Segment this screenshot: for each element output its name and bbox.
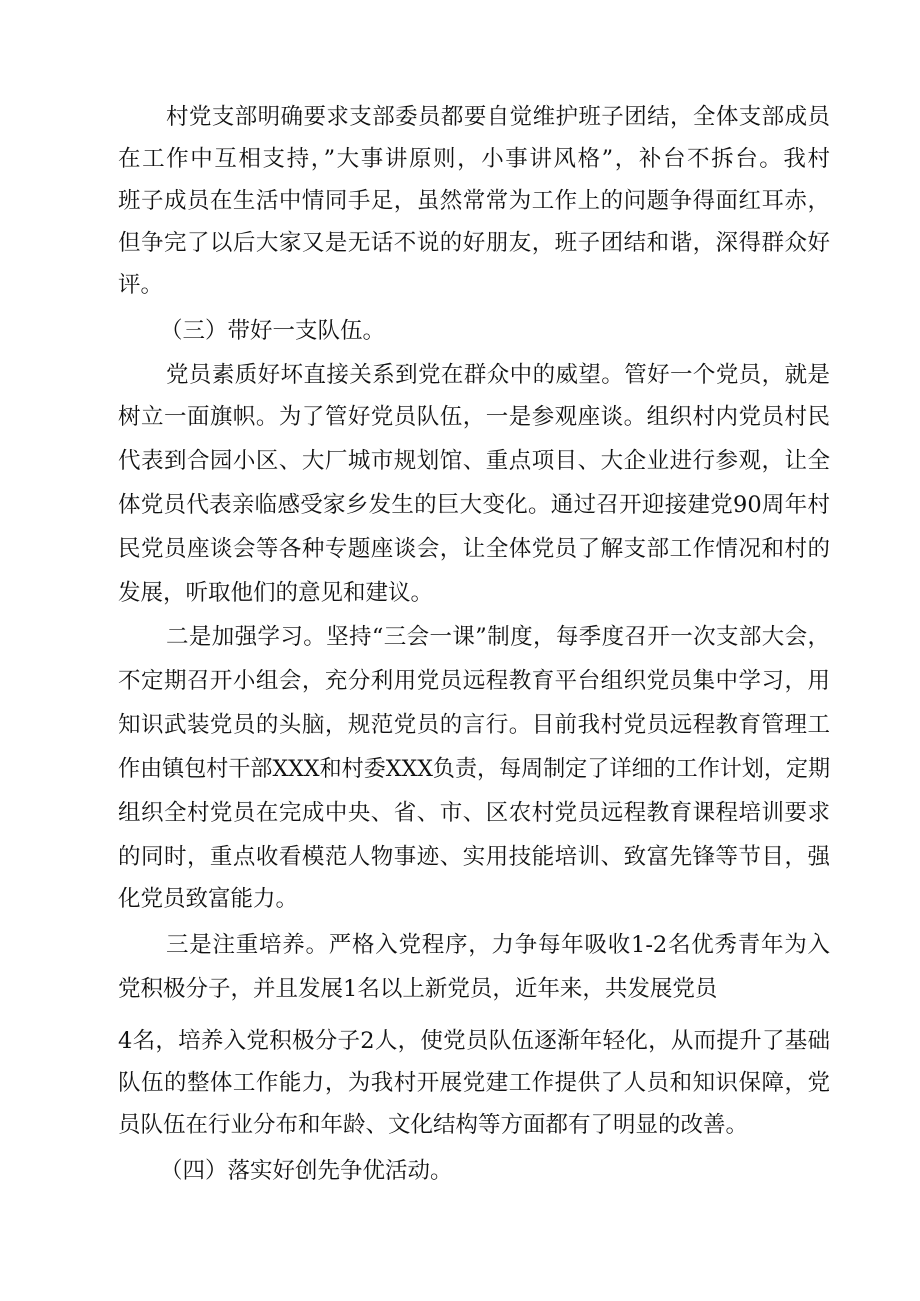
text-line: 村党支部明确要求支部委员都要自觉维护班子团结，全体支部成员 xyxy=(166,104,830,130)
text-line: 树立一面旗帜。为了管好党员队伍，一是参观座谈。组织村内党员村民 xyxy=(118,404,830,430)
text-line: 但争完了以后大家又是无话不说的好朋友，班子团结和谐，深得群众好 xyxy=(118,230,830,256)
text-line: 党积极分子，并且发展1名以上新党员，近年来，共发展党员 xyxy=(118,976,718,1002)
text-line: 知识武装党员的头脑，规范党员的言行。目前我村党员远程教育管理工 xyxy=(118,712,830,738)
text-line: 的同时，重点收看模范人物事迹、实用技能培训、致富先锋等节目，强 xyxy=(118,844,830,870)
section-heading: （三）带好一支队伍。 xyxy=(160,318,386,344)
text-line: 民党员座谈会等各种专题座谈会，让全体党员了解支部工作情况和村的 xyxy=(118,536,830,562)
text-line: 员队伍在行业分布和年龄、文化结构等方面都有了明显的改善。 xyxy=(118,1112,749,1138)
text-line: 不定期召开小组会，充分利用党员远程教育平台组织党员集中学习，用 xyxy=(118,668,830,694)
text-line: 班子成员在生活中情同手足，虽然常常为工作上的问题争得面红耳赤， xyxy=(118,188,830,214)
text-line: 化党员致富能力。 xyxy=(118,886,299,912)
text-line: 代表到合园小区、大厂城市规划馆、重点项目、大企业进行参观，让全 xyxy=(118,448,830,474)
text-line: 党员素质好坏直接关系到党在群众中的威望。管好一个党员，就是 xyxy=(166,362,830,388)
section-heading: （四）落实好创先争优活动。 xyxy=(160,1158,453,1184)
text-line: 在工作中互相支持，”大事讲原则，小事讲风格”，补台不拆台。我村 xyxy=(118,146,830,172)
text-line: 队伍的整体工作能力，为我村开展党建工作提供了人员和知识保障，党 xyxy=(118,1070,830,1096)
text-line: 4名，培养入党积极分子2人，使党员队伍逐渐年轻化，从而提升了基础 xyxy=(118,1028,830,1054)
text-line: 二是加强学习。坚持“三会一课”制度，每季度召开一次支部大会， xyxy=(166,624,830,650)
text-line: 评。 xyxy=(118,272,164,298)
text-line: 组织全村党员在完成中央、省、市、区农村党员远程教育课程培训要求 xyxy=(118,800,830,826)
text-line: 体党员代表亲临感受家乡发生的巨大变化。通过召开迎接建党90周年村 xyxy=(118,492,830,518)
text-line: 作由镇包村干部XXX和村委XXX负责，每周制定了详细的工作计划，定期 xyxy=(118,756,831,782)
text-line: 发展，听取他们的意见和建议。 xyxy=(118,580,434,606)
text-line: 三是注重培养。严格入党程序，力争每年吸收1-2名优秀青年为入 xyxy=(166,932,830,958)
